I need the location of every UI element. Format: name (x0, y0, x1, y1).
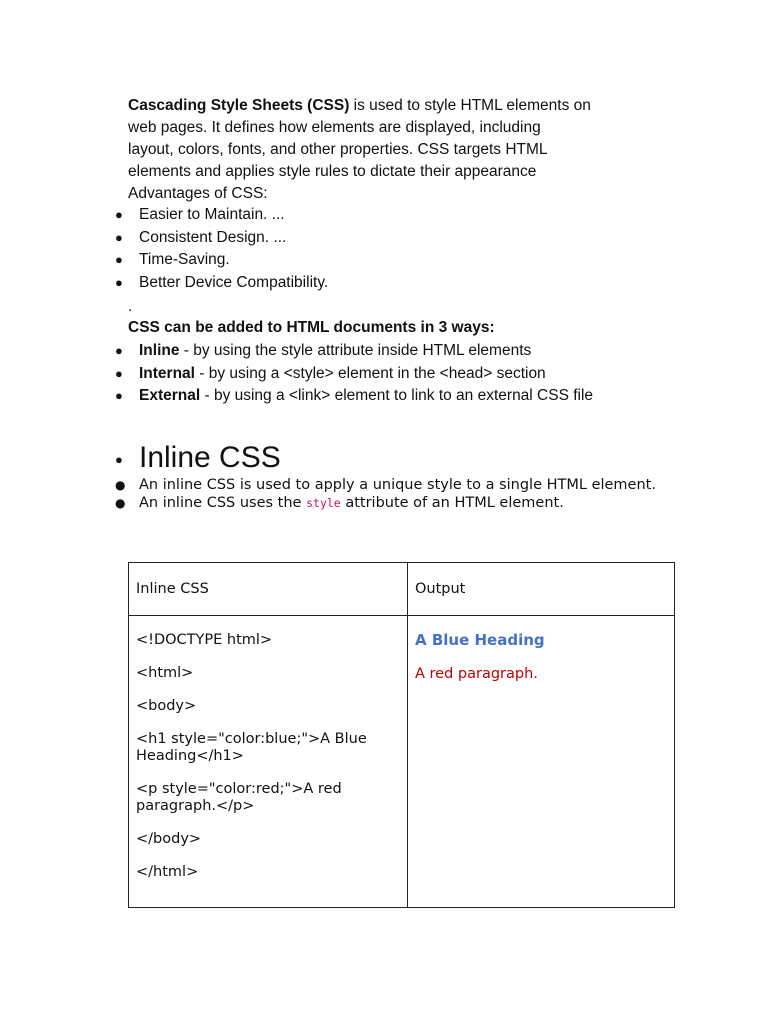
list-item (0, 249, 700, 272)
inline-points-list (0, 476, 700, 512)
way-desc: - by using a <link> element to link to an external CSS file (200, 387, 594, 404)
header-output: Output (408, 563, 675, 616)
code-line: <h1 style="color:blue;">A Blue Heading</h1> (136, 731, 367, 764)
code-line: <body> (136, 698, 197, 714)
list-item (0, 476, 700, 494)
example-table (128, 562, 675, 908)
ways-heading: CSS can be added to HTML documents in 3 ways: (128, 319, 495, 336)
period-mark: . (128, 298, 133, 315)
way-term: Internal (139, 364, 195, 382)
table-row (129, 616, 675, 908)
inline-css-title: Inline CSS (139, 441, 281, 474)
advantage-text: Easier to Maintain. ... (139, 206, 285, 223)
list-item (0, 340, 700, 363)
intro-line-1: is used to style HTML elements on (349, 97, 591, 114)
output-blue-heading: A Blue Heading (415, 631, 545, 649)
way-desc: - by using a <style> element in the <head> section (194, 364, 546, 382)
output-cell (408, 616, 675, 908)
bullet-icon: ● (115, 365, 123, 381)
advantage-text: Time-Saving. (139, 251, 230, 268)
bullet-icon: ● (115, 452, 123, 467)
list-item (0, 272, 700, 295)
style-code-snippet: style (306, 496, 341, 510)
header-inline-css: Inline CSS (129, 563, 408, 616)
inline-point-text: An inline CSS is used to apply a unique style to a single HTML element. (139, 477, 656, 493)
list-item (0, 385, 599, 407)
intro-bold-lead: Cascading Style Sheets (CSS) (128, 97, 350, 114)
code-cell (129, 616, 408, 908)
way-term: Inline (139, 342, 180, 359)
output-red-paragraph: A red paragraph. (415, 666, 538, 682)
code-line: <html> (136, 665, 194, 681)
advantages-heading: Advantages of CSS: (128, 185, 268, 202)
intro-line-2: web pages. It defines how elements are displayed, including (128, 119, 541, 136)
bullet-icon: ● (115, 388, 123, 403)
intro-line-3: layout, colors, fonts, and other properties. CSS targets HTML (128, 141, 548, 158)
advantages-list (0, 204, 700, 294)
table-header-row (129, 563, 675, 616)
bullet-icon: ● (115, 274, 123, 290)
code-line: <p style="color:red;">A red paragraph.</p> (136, 781, 342, 814)
bullet-icon: ● (115, 478, 126, 492)
bullet-icon: ● (115, 229, 123, 245)
list-item (0, 363, 700, 386)
inline-point-text: An inline CSS uses the (139, 495, 307, 511)
bullet-icon: ● (115, 252, 123, 267)
code-line: </html> (136, 864, 199, 880)
list-item (0, 494, 700, 512)
bullet-icon: ● (115, 207, 123, 222)
ways-list (0, 340, 700, 407)
code-line: <!DOCTYPE html> (136, 632, 273, 648)
way-term: External (139, 387, 201, 404)
inline-point-text: attribute of an HTML element. (340, 495, 564, 511)
list-item (0, 204, 700, 227)
advantage-text: Consistent Design. ... (139, 228, 287, 246)
advantage-text: Better Device Compatibility. (139, 273, 329, 291)
way-desc: - by using the style attribute inside HTML elements (179, 342, 532, 359)
code-line: </body> (136, 831, 202, 847)
bullet-icon: ● (115, 496, 126, 510)
bullet-icon: ● (115, 343, 123, 358)
intro-paragraph (128, 95, 608, 205)
intro-line-4: elements and applies style rules to dictate their appearance (128, 163, 537, 180)
list-item (0, 227, 700, 250)
